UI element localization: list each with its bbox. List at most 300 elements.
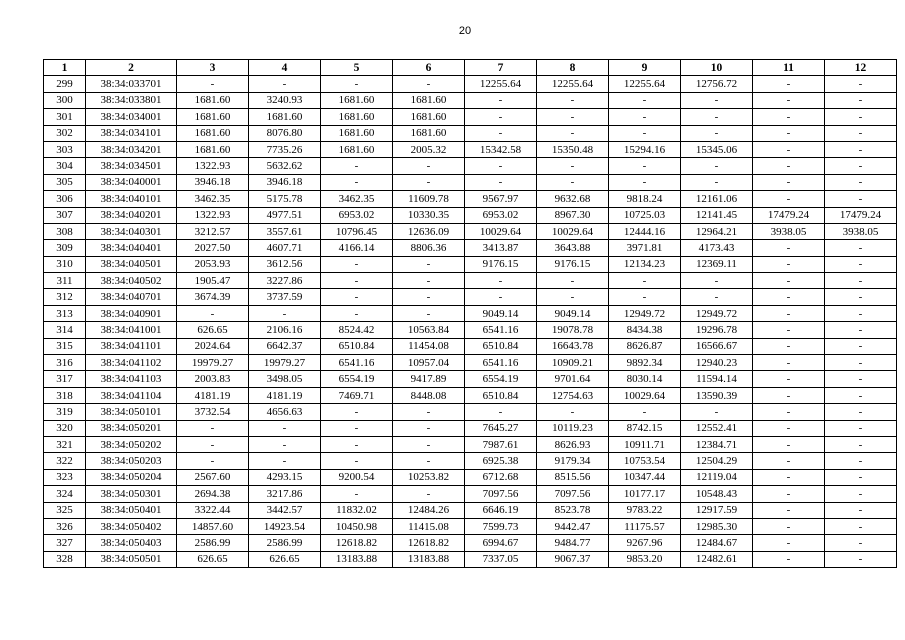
table-cell: - (825, 273, 897, 289)
table-cell: - (393, 420, 465, 436)
table-cell: 10725.03 (609, 207, 681, 223)
table-cell: 303 (44, 141, 86, 157)
table-cell: 10796.45 (321, 223, 393, 239)
table-cell: 12119.04 (681, 469, 753, 485)
table-body (44, 76, 897, 568)
column-header: 8 (537, 60, 609, 76)
table-cell: - (321, 158, 393, 174)
table-cell: 15345.06 (681, 141, 753, 157)
table-cell: 38:34:041103 (86, 371, 177, 387)
table-cell: - (681, 158, 753, 174)
table-cell: 1681.60 (321, 141, 393, 157)
column-header: 11 (753, 60, 825, 76)
table-cell: - (825, 174, 897, 190)
table-cell: 15350.48 (537, 141, 609, 157)
table-cell: 38:34:034201 (86, 141, 177, 157)
table-cell: 308 (44, 223, 86, 239)
table-cell: 8523.78 (537, 502, 609, 518)
table-cell: 38:34:041102 (86, 355, 177, 371)
table-row (44, 371, 897, 387)
table-cell: - (465, 158, 537, 174)
table-cell: - (465, 125, 537, 141)
table-cell: 3612.56 (249, 256, 321, 272)
table-cell: 6953.02 (465, 207, 537, 223)
table-row (44, 191, 897, 207)
table-cell: - (825, 256, 897, 272)
table-row (44, 289, 897, 305)
table-cell: - (609, 273, 681, 289)
table-header (44, 60, 897, 76)
table-cell: 7097.56 (465, 486, 537, 502)
table-cell: 6642.37 (249, 338, 321, 354)
table-cell: 307 (44, 207, 86, 223)
table-cell: - (753, 92, 825, 108)
table-cell: 11609.78 (393, 191, 465, 207)
table-cell: 9200.54 (321, 469, 393, 485)
table-cell: - (393, 453, 465, 469)
table-cell: 9049.14 (465, 305, 537, 321)
table-cell: 9417.89 (393, 371, 465, 387)
table-row (44, 486, 897, 502)
table-cell: 4173.43 (681, 240, 753, 256)
table-cell: 7337.05 (465, 551, 537, 567)
table-cell: 314 (44, 322, 86, 338)
table-cell: - (825, 289, 897, 305)
table-cell: 8434.38 (609, 322, 681, 338)
table-cell: 10563.84 (393, 322, 465, 338)
table-cell: 10253.82 (393, 469, 465, 485)
table-cell: 6510.84 (465, 338, 537, 354)
table-cell: - (249, 76, 321, 92)
table-cell: 315 (44, 338, 86, 354)
table-cell: - (825, 469, 897, 485)
table-cell: 38:34:050403 (86, 535, 177, 551)
table-cell: - (609, 125, 681, 141)
table-cell: - (681, 125, 753, 141)
table-cell: - (321, 273, 393, 289)
table-cell: 1322.93 (177, 158, 249, 174)
table-row (44, 518, 897, 534)
table-cell: - (321, 404, 393, 420)
table-cell: 2005.32 (393, 141, 465, 157)
table-cell: 38:34:040001 (86, 174, 177, 190)
table-cell: 323 (44, 469, 86, 485)
table-cell: - (825, 158, 897, 174)
table-cell: - (465, 109, 537, 125)
table-cell: 9701.64 (537, 371, 609, 387)
table-cell: 38:34:034501 (86, 158, 177, 174)
table-cell: - (537, 125, 609, 141)
table-cell: 38:34:040502 (86, 273, 177, 289)
table-cell: 3413.87 (465, 240, 537, 256)
table-cell: - (321, 289, 393, 305)
table-cell: - (249, 305, 321, 321)
table-row (44, 125, 897, 141)
table-cell: 7735.26 (249, 141, 321, 157)
table-cell: 5632.62 (249, 158, 321, 174)
table-cell: 6925.38 (465, 453, 537, 469)
table-cell: - (825, 355, 897, 371)
table-cell: 10119.23 (537, 420, 609, 436)
table-row (44, 355, 897, 371)
table-cell: 38:34:040501 (86, 256, 177, 272)
table-cell: - (537, 273, 609, 289)
table-cell: - (681, 109, 753, 125)
table-cell: - (537, 289, 609, 305)
table-cell: - (753, 518, 825, 534)
table-cell: - (537, 174, 609, 190)
table-cell: 7987.61 (465, 436, 537, 452)
table-cell: 12384.71 (681, 436, 753, 452)
table-cell: 8030.14 (609, 371, 681, 387)
table-cell: 2024.64 (177, 338, 249, 354)
table-cell: 2694.38 (177, 486, 249, 502)
table-row (44, 240, 897, 256)
table-cell: - (393, 256, 465, 272)
table-cell: 6541.16 (465, 322, 537, 338)
table-cell: 19979.27 (249, 355, 321, 371)
table-cell: 1681.60 (177, 125, 249, 141)
table-cell: - (465, 92, 537, 108)
table-cell: - (537, 404, 609, 420)
table-cell: 38:34:033701 (86, 76, 177, 92)
table-cell: - (537, 158, 609, 174)
table-cell: 3737.59 (249, 289, 321, 305)
table-cell: - (753, 256, 825, 272)
table-row (44, 256, 897, 272)
table-cell: 3946.18 (249, 174, 321, 190)
table-cell: 2003.83 (177, 371, 249, 387)
table-cell: 3732.54 (177, 404, 249, 420)
column-header: 2 (86, 60, 177, 76)
table-cell: 38:34:040201 (86, 207, 177, 223)
table-cell: - (753, 158, 825, 174)
table-cell: 1681.60 (177, 109, 249, 125)
table-cell: - (465, 174, 537, 190)
table-row (44, 141, 897, 157)
table-row (44, 420, 897, 436)
table-cell: 11594.14 (681, 371, 753, 387)
table-cell: 5175.78 (249, 191, 321, 207)
table-row (44, 109, 897, 125)
table-row (44, 551, 897, 567)
table-cell: 2567.60 (177, 469, 249, 485)
table-row (44, 404, 897, 420)
table-cell: 38:34:040401 (86, 240, 177, 256)
table-cell: - (825, 387, 897, 403)
table-cell: 10029.64 (537, 223, 609, 239)
table-cell: - (609, 289, 681, 305)
table-cell: 38:34:041101 (86, 338, 177, 354)
table-cell: 326 (44, 518, 86, 534)
table-cell: 321 (44, 436, 86, 452)
table-cell: - (753, 125, 825, 141)
table-cell: 12756.72 (681, 76, 753, 92)
table-cell: 13590.39 (681, 387, 753, 403)
table-cell: - (753, 76, 825, 92)
table-cell: 38:34:033801 (86, 92, 177, 108)
table-cell: 1681.60 (393, 92, 465, 108)
table-cell: 3674.39 (177, 289, 249, 305)
table-cell: 8806.36 (393, 240, 465, 256)
table-cell: 6510.84 (465, 387, 537, 403)
table-cell: 38:34:050201 (86, 420, 177, 436)
table-cell: 4166.14 (321, 240, 393, 256)
table-cell: - (393, 436, 465, 452)
table-cell: - (753, 535, 825, 551)
table-cell: - (177, 76, 249, 92)
table-cell: - (825, 486, 897, 502)
table-cell: 12949.72 (609, 305, 681, 321)
table-cell: 4293.15 (249, 469, 321, 485)
table-cell: - (465, 289, 537, 305)
table-cell: 10753.54 (609, 453, 681, 469)
table-row (44, 158, 897, 174)
table-cell: 3938.05 (753, 223, 825, 239)
table-cell: - (465, 404, 537, 420)
table-cell: - (825, 92, 897, 108)
table-cell: - (393, 174, 465, 190)
table-cell: - (753, 453, 825, 469)
table-cell: 304 (44, 158, 86, 174)
table-cell: 6554.19 (465, 371, 537, 387)
table-cell: 327 (44, 535, 86, 551)
table-cell: 10450.98 (321, 518, 393, 534)
table-cell: 8626.93 (537, 436, 609, 452)
table-cell: 9632.68 (537, 191, 609, 207)
table-cell: - (681, 404, 753, 420)
table-cell: 1681.60 (249, 109, 321, 125)
table-cell: 312 (44, 289, 86, 305)
table-cell: 12134.23 (609, 256, 681, 272)
table-cell: - (753, 486, 825, 502)
table-cell: - (753, 420, 825, 436)
table-cell: - (753, 305, 825, 321)
table-cell: - (321, 174, 393, 190)
table-cell: 8742.15 (609, 420, 681, 436)
table-cell: 6646.19 (465, 502, 537, 518)
table-cell: 15294.16 (609, 141, 681, 157)
table-cell: 9783.22 (609, 502, 681, 518)
table-cell: 313 (44, 305, 86, 321)
table-cell: - (825, 338, 897, 354)
table-cell: - (321, 486, 393, 502)
table-cell: 38:34:040301 (86, 223, 177, 239)
table-cell: - (393, 158, 465, 174)
table-row (44, 207, 897, 223)
header-row (44, 60, 897, 76)
table-cell: 10029.64 (465, 223, 537, 239)
table-cell: 12964.21 (681, 223, 753, 239)
table-cell: 4977.51 (249, 207, 321, 223)
table-row (44, 502, 897, 518)
table-cell: - (825, 453, 897, 469)
table-cell: 12917.59 (681, 502, 753, 518)
table-cell: - (825, 420, 897, 436)
table-cell: - (825, 371, 897, 387)
table-row (44, 76, 897, 92)
table-cell: 9049.14 (537, 305, 609, 321)
table-cell: - (825, 141, 897, 157)
table-cell: - (393, 76, 465, 92)
table-cell: - (177, 305, 249, 321)
table-cell: 12985.30 (681, 518, 753, 534)
table-row (44, 453, 897, 469)
table-cell: 12444.16 (609, 223, 681, 239)
table-cell: 3322.44 (177, 502, 249, 518)
table-cell: 1322.93 (177, 207, 249, 223)
table-cell: 11415.08 (393, 518, 465, 534)
table-cell: 1681.60 (321, 125, 393, 141)
table-cell: - (753, 551, 825, 567)
table-cell: 8076.80 (249, 125, 321, 141)
table-cell: 19979.27 (177, 355, 249, 371)
table-cell: 1681.60 (321, 92, 393, 108)
table-cell: 317 (44, 371, 86, 387)
table-cell: 3240.93 (249, 92, 321, 108)
table-cell: 12504.29 (681, 453, 753, 469)
table-cell: - (753, 502, 825, 518)
table-cell: - (609, 109, 681, 125)
table-cell: 12255.64 (609, 76, 681, 92)
table-cell: - (537, 109, 609, 125)
table-cell: 322 (44, 453, 86, 469)
table-cell: 16566.67 (681, 338, 753, 354)
table-cell: - (393, 273, 465, 289)
table-cell: - (753, 387, 825, 403)
table-cell: 3946.18 (177, 174, 249, 190)
table-cell: 3498.05 (249, 371, 321, 387)
table-cell: - (609, 92, 681, 108)
table-cell: 15342.58 (465, 141, 537, 157)
table-cell: 9484.77 (537, 535, 609, 551)
table-cell: - (249, 436, 321, 452)
table-cell: 12255.64 (537, 76, 609, 92)
table-cell: - (393, 289, 465, 305)
column-header: 10 (681, 60, 753, 76)
table-cell: 13183.88 (393, 551, 465, 567)
table-cell: - (249, 453, 321, 469)
table-cell: - (753, 338, 825, 354)
table-cell: 318 (44, 387, 86, 403)
table-cell: - (249, 420, 321, 436)
table-cell: 302 (44, 125, 86, 141)
table-cell: - (609, 174, 681, 190)
table-cell: 299 (44, 76, 86, 92)
table-cell: 10548.43 (681, 486, 753, 502)
column-header: 4 (249, 60, 321, 76)
table-cell: 10957.04 (393, 355, 465, 371)
table-cell: - (393, 404, 465, 420)
table-cell: - (753, 371, 825, 387)
table-cell: 3462.35 (321, 191, 393, 207)
table-cell: 10909.21 (537, 355, 609, 371)
table-cell: 320 (44, 420, 86, 436)
table-cell: 38:34:050402 (86, 518, 177, 534)
table-cell: - (753, 289, 825, 305)
table-cell: 7599.73 (465, 518, 537, 534)
table-cell: 2053.93 (177, 256, 249, 272)
table-cell: 3212.57 (177, 223, 249, 239)
table-cell: 2586.99 (249, 535, 321, 551)
table-cell: - (465, 273, 537, 289)
table-cell: 9176.15 (537, 256, 609, 272)
table-cell: - (825, 305, 897, 321)
column-header: 9 (609, 60, 681, 76)
table-cell: - (753, 191, 825, 207)
table-cell: 38:34:041104 (86, 387, 177, 403)
table-cell: 12618.82 (321, 535, 393, 551)
table-cell: - (825, 551, 897, 567)
table-cell: - (753, 141, 825, 157)
table-cell: 1681.60 (177, 141, 249, 157)
table-cell: 38:34:050101 (86, 404, 177, 420)
table-cell: 10330.35 (393, 207, 465, 223)
table-cell: 12552.41 (681, 420, 753, 436)
table-cell: - (321, 420, 393, 436)
table-cell: - (681, 174, 753, 190)
table-cell: 12161.06 (681, 191, 753, 207)
table-cell: 2586.99 (177, 535, 249, 551)
table-cell: 1681.60 (321, 109, 393, 125)
table-row (44, 338, 897, 354)
table-cell: 14857.60 (177, 518, 249, 534)
table-cell: - (825, 240, 897, 256)
table-cell: 1905.47 (177, 273, 249, 289)
table-cell: 3217.86 (249, 486, 321, 502)
table-cell: - (681, 92, 753, 108)
table-cell: - (753, 240, 825, 256)
table-cell: - (753, 404, 825, 420)
table-cell: 325 (44, 502, 86, 518)
table-cell: 6541.16 (465, 355, 537, 371)
table-cell: 3557.61 (249, 223, 321, 239)
table-cell: 12754.63 (537, 387, 609, 403)
table-cell: - (753, 273, 825, 289)
table-cell: 12949.72 (681, 305, 753, 321)
table-cell: 4607.71 (249, 240, 321, 256)
table-cell: - (321, 453, 393, 469)
table-cell: 16643.78 (537, 338, 609, 354)
table-cell: - (825, 535, 897, 551)
table-cell: 7097.56 (537, 486, 609, 502)
table-cell: - (177, 453, 249, 469)
table-row (44, 535, 897, 551)
table-cell: - (753, 355, 825, 371)
table-cell: 9067.37 (537, 551, 609, 567)
table-cell: 4181.19 (177, 387, 249, 403)
table-row (44, 273, 897, 289)
table-cell: 38:34:041001 (86, 322, 177, 338)
table-cell: 10029.64 (609, 387, 681, 403)
table-cell: 12484.26 (393, 502, 465, 518)
table-cell: 11175.57 (609, 518, 681, 534)
table-cell: - (825, 191, 897, 207)
table-cell: - (537, 92, 609, 108)
table-row (44, 436, 897, 452)
table-cell: - (753, 322, 825, 338)
table-cell: 7469.71 (321, 387, 393, 403)
table-cell: 38:34:040101 (86, 191, 177, 207)
table-cell: 3643.88 (537, 240, 609, 256)
table-cell: 9176.15 (465, 256, 537, 272)
table-cell: 38:34:050203 (86, 453, 177, 469)
table-cell: 38:34:050301 (86, 486, 177, 502)
table-cell: 1681.60 (177, 92, 249, 108)
table-cell: - (753, 174, 825, 190)
table-cell: 626.65 (177, 322, 249, 338)
table-row (44, 387, 897, 403)
